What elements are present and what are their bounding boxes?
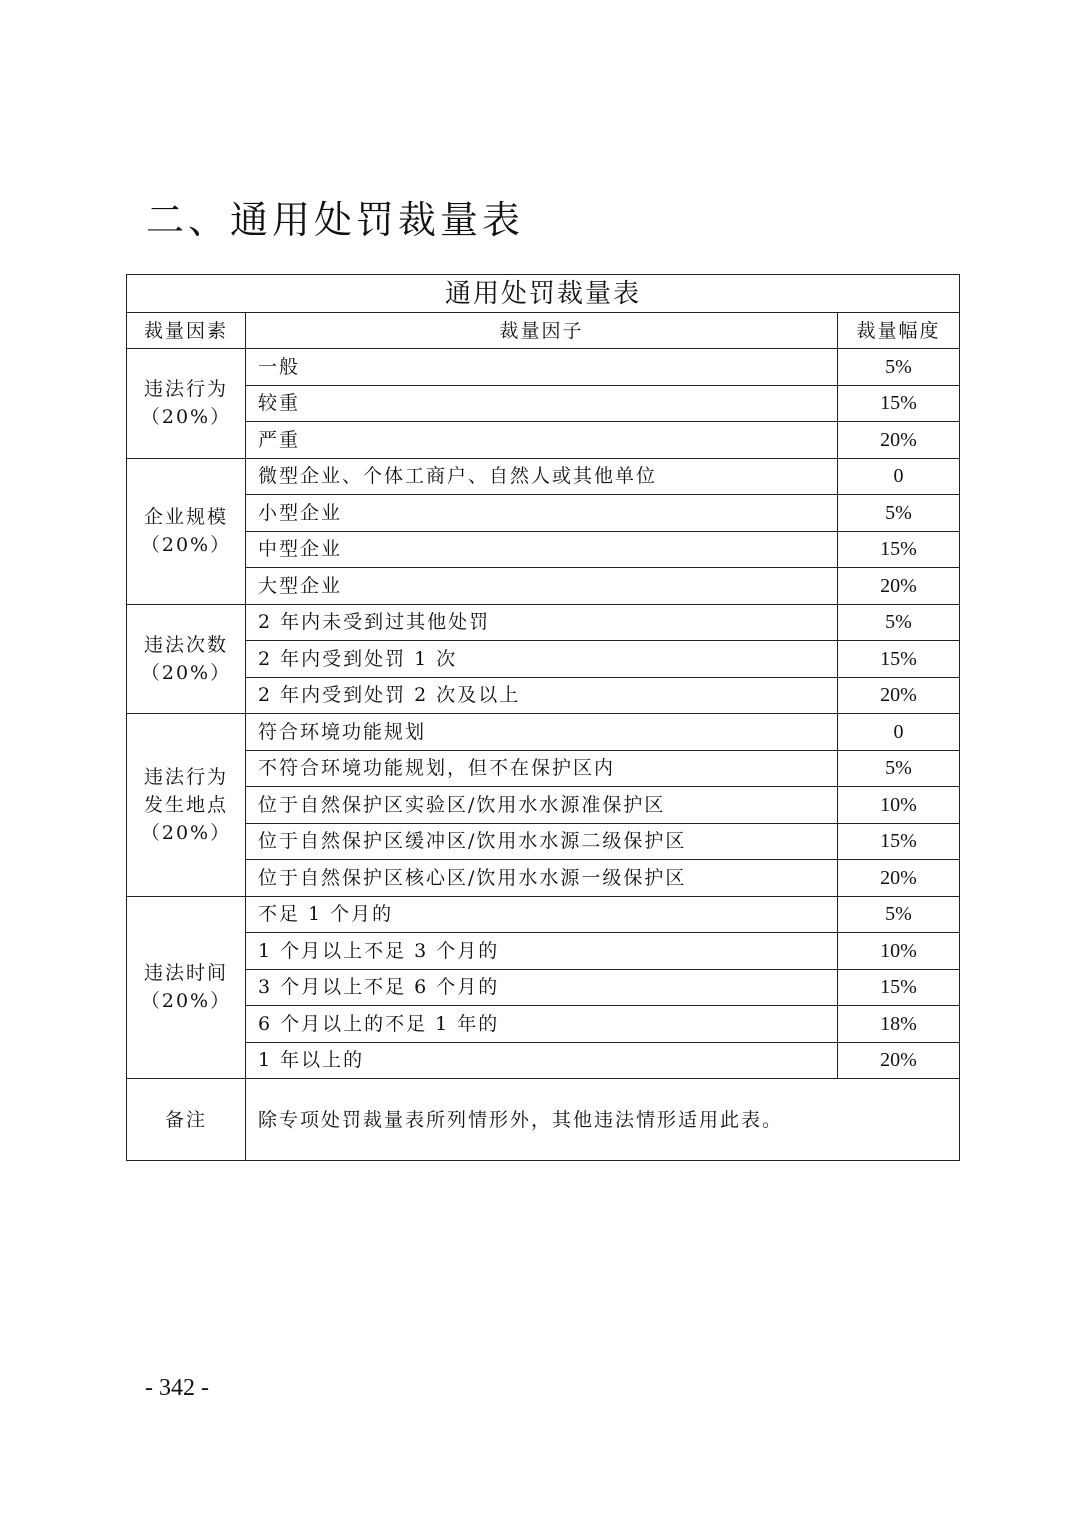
factor-label: 违法次数 (143, 633, 228, 656)
table-row (127, 714, 960, 751)
factor-label: 发生地点 (143, 793, 228, 816)
value-cell: 15% (838, 823, 960, 860)
value-cell: 15% (838, 531, 960, 568)
table-row (127, 823, 960, 860)
value-cell: 10% (838, 933, 960, 970)
value-cell: 15% (838, 385, 960, 422)
value-cell: 5% (838, 495, 960, 532)
table-row (127, 495, 960, 532)
header-value: 裁量幅度 (838, 313, 960, 349)
value-cell: 5% (838, 896, 960, 933)
discretion-table (126, 274, 960, 1161)
table-row (127, 385, 960, 422)
item-cell: 大型企业 (246, 568, 838, 605)
factor-cell (127, 604, 246, 714)
factor-weight: （20%） (140, 661, 232, 684)
value-cell: 20% (838, 422, 960, 459)
factor-weight: （20%） (140, 534, 232, 556)
value-cell: 5% (838, 349, 960, 386)
item-cell: 1 个月以上不足 3 个月的 (246, 933, 838, 970)
factor-weight: （20%） (140, 821, 232, 844)
item-cell: 位于自然保护区核心区/饮用水水源一级保护区 (246, 860, 838, 897)
value-cell: 20% (838, 568, 960, 605)
item-cell: 微型企业、个体工商户、自然人或其他单位 (246, 458, 838, 495)
table-row (127, 458, 960, 495)
factor-label: 企业规模 (143, 506, 228, 528)
factor-weight: （20%） (140, 406, 232, 429)
value-cell: 18% (838, 1006, 960, 1043)
item-cell: 符合环境功能规划 (246, 714, 838, 751)
table-row (127, 641, 960, 678)
table-row (127, 1042, 960, 1079)
item-cell: 2 年内受到处罚 2 次及以上 (246, 677, 838, 714)
factor-cell (127, 349, 246, 459)
factor-label: 违法行为 (143, 765, 228, 788)
factor-label: 违法时间 (143, 962, 228, 985)
value-cell: 20% (838, 1042, 960, 1079)
item-cell: 较重 (246, 385, 838, 422)
value-cell: 15% (838, 969, 960, 1006)
note-row (127, 1079, 960, 1161)
table-title: 通用处罚裁量表 (127, 275, 960, 313)
value-cell: 5% (838, 750, 960, 787)
table-row (127, 604, 960, 641)
page-heading: 二、通用处罚裁量表 (146, 198, 525, 242)
factor-cell (127, 896, 246, 1079)
table-row (127, 860, 960, 897)
table-row (127, 787, 960, 824)
item-cell: 严重 (246, 422, 838, 459)
note-label: 备注 (127, 1079, 246, 1161)
table-row (127, 750, 960, 787)
header-item: 裁量因子 (246, 313, 838, 349)
table-row (127, 568, 960, 605)
value-cell: 0 (838, 714, 960, 751)
table-row (127, 1006, 960, 1043)
table-row (127, 349, 960, 386)
item-cell: 小型企业 (246, 495, 838, 532)
item-cell: 位于自然保护区缓冲区/饮用水水源二级保护区 (246, 823, 838, 860)
item-cell: 2 年内未受到过其他处罚 (246, 604, 838, 641)
value-cell: 0 (838, 458, 960, 495)
value-cell: 20% (838, 677, 960, 714)
value-cell: 5% (838, 604, 960, 641)
table-row (127, 969, 960, 1006)
item-cell: 位于自然保护区实验区/饮用水水源准保护区 (246, 787, 838, 824)
value-cell: 10% (838, 787, 960, 824)
factor-weight: （20%） (140, 990, 232, 1013)
item-cell: 6 个月以上的不足 1 年的 (246, 1006, 838, 1043)
factor-label: 违法行为 (143, 378, 228, 401)
table-row (127, 422, 960, 459)
item-cell: 一般 (246, 349, 838, 386)
header-factor: 裁量因素 (127, 313, 246, 349)
item-cell: 不符合环境功能规划，但不在保护区内 (246, 750, 838, 787)
table-header-row (127, 313, 960, 349)
table-row (127, 896, 960, 933)
value-cell: 15% (838, 641, 960, 678)
item-cell: 不足 1 个月的 (246, 896, 838, 933)
note-text: 除专项处罚裁量表所列情形外，其他违法情形适用此表。 (246, 1079, 960, 1161)
table-row (127, 933, 960, 970)
item-cell: 3 个月以上不足 6 个月的 (246, 969, 838, 1006)
factor-cell (127, 714, 246, 897)
item-cell: 1 年以上的 (246, 1042, 838, 1079)
item-cell: 2 年内受到处罚 1 次 (246, 641, 838, 678)
item-cell: 中型企业 (246, 531, 838, 568)
table-row (127, 677, 960, 714)
page-number: - 342 - (145, 1375, 209, 1401)
value-cell: 20% (838, 860, 960, 897)
table-row (127, 531, 960, 568)
factor-cell (127, 458, 246, 604)
